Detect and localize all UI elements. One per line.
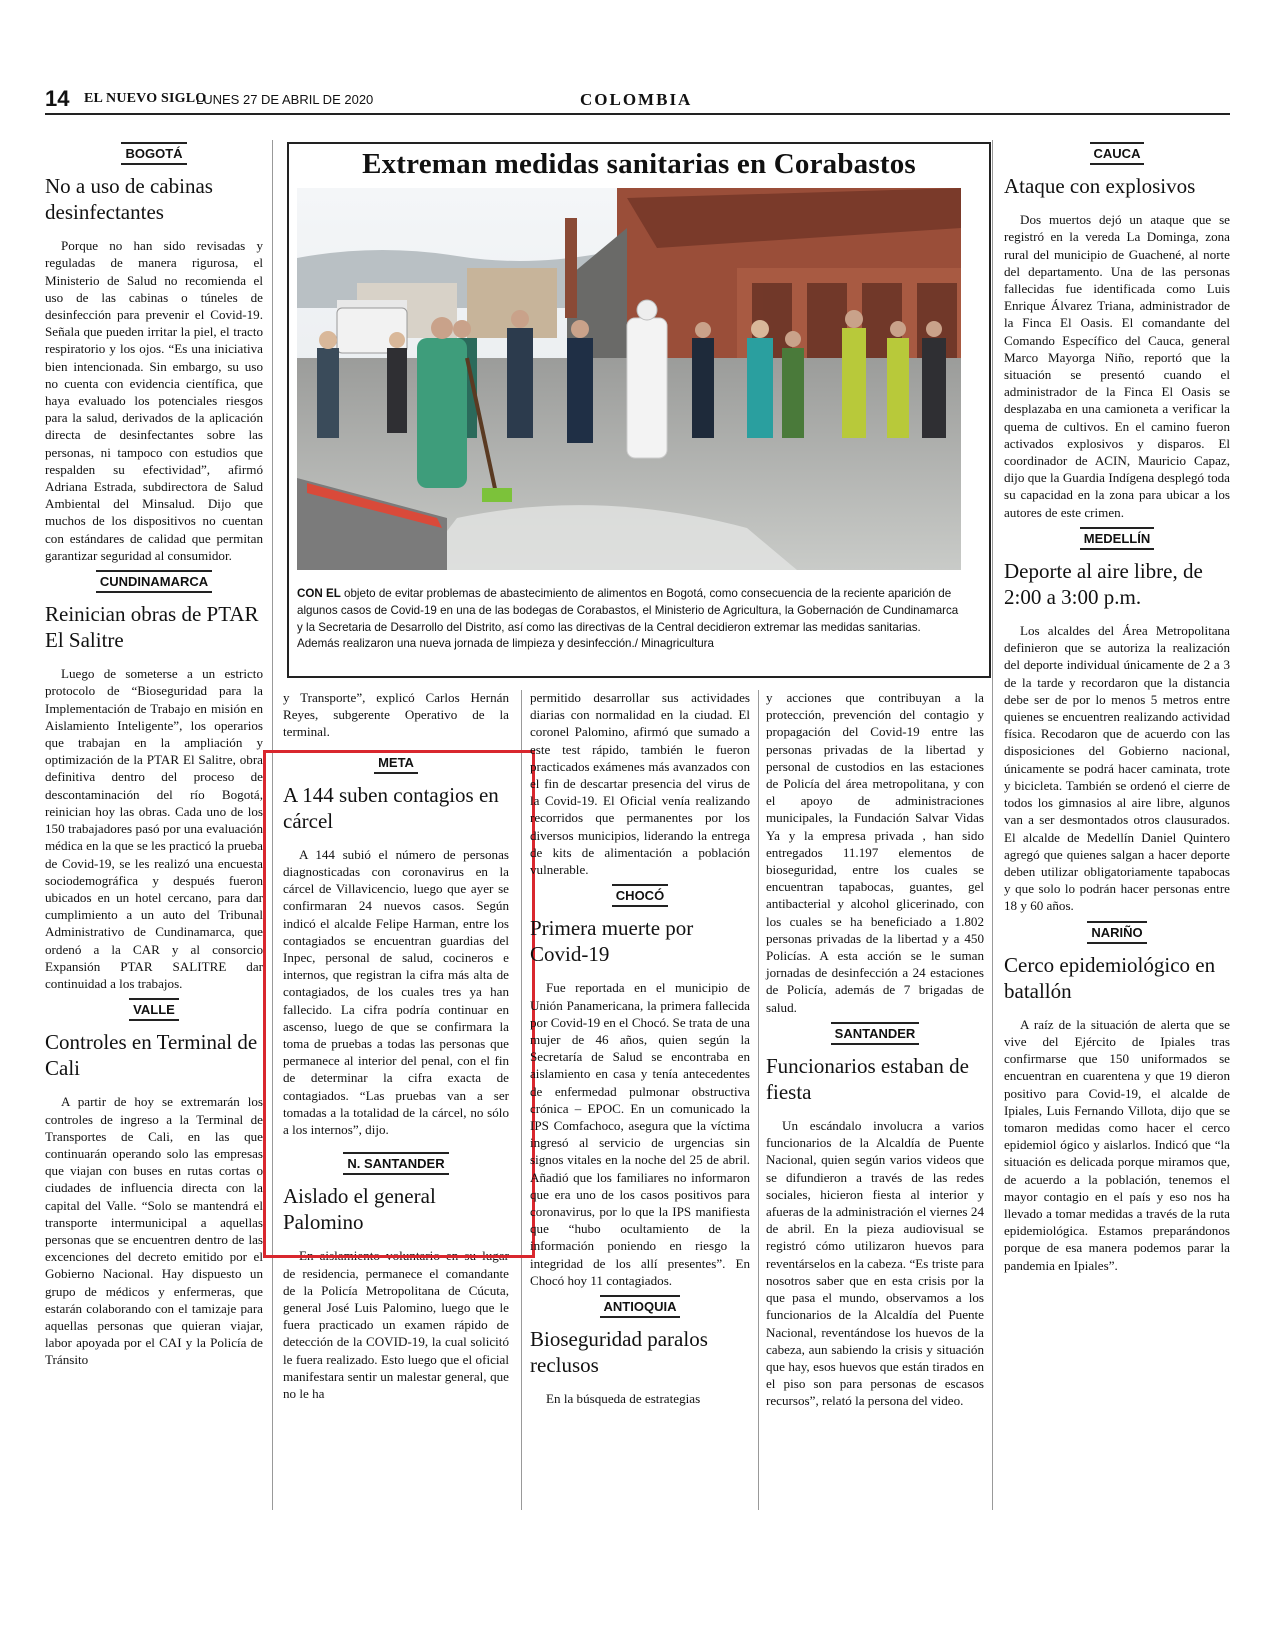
newspaper-name: EL NUEVO SIGLO [84, 91, 207, 106]
market-scene-illustration [297, 188, 961, 570]
column-rule [992, 140, 993, 1510]
article-body: Los alcaldes del Área Metropolitana definieron que se autoriza la realización del deporte individual únicamente de 2 a 3 de la tarde y recordaron que la distancia debe ser de por lo menos 5 metros entre quienes se encuentren realizando actividad física. Recodaron que de acuerdo con las disposiciones del Gobierno nacional, únicamente se podrá hacer caminata, trote y bicicleta. También se ordenó el cierre de todos los gimnasios al aire libre, algunos van a ser desmontados otros clausurados. El alcalde de Medellín Daniel Quintero agregó que quienes salgan a hacer deporte deben utilizar obligatoriamente tapabocas y que solo lo podrán hacer personas entre 18 y 60 años. [1004, 623, 1230, 914]
article-santander [766, 1022, 984, 1410]
column-right [1004, 136, 1230, 1274]
region-tag: CHOCÓ [612, 884, 668, 907]
headline: Primera muerte por Covid-19 [530, 916, 694, 967]
headline: Bioseguridad paralos reclusos [530, 1327, 708, 1378]
article-body: Un escándalo involucra a varios funcionarios de la Alcaldía de Puente Nacional, quien según varios videos que se difundieron a través de las redes sociales, hicieron fiesta al interior y afueras de la administración el viernes 24 de abril. En la pieza audiovisual se registró cómo utilizaron huevos para reventárselos en la cabeza. “Es triste para nosotros saber que en esta crisis por la que pasa el mundo, observamos a los funcionarios de la Alcaldía del Puente Nacional, reventándose los huevos de la cabeza, aun sabiendo la crisis y situación que hay, esos huevos que están tirados en el piso son para personas de escasos recursos”, relató la persona del video. [766, 1118, 984, 1409]
article-body: Dos muertos dejó un ataque que se registró en la vereda La Dominga, zona rural del municipio de Guachené, al norte del departamento. Una de las personas fallecidas fue identificada como Luis Enrique Álvarez Triana, administrador de la Finca El Oasis. El comandante del Comando Específico del Cauca, general Marco Mayorga Niño, reportó que la situación se presentó cuando el administrador de la Finca El Oasis se desplazaba en una camioneta a verificar la quema de cultivos. En el camino fueron activados explosivos y disparos. El coordinador de ACIN, Mauricio Capaz, dijo que la Guardia Indígena desplegó toda su capacidad en la zona para ubicar a los autores de este crimen. [1004, 212, 1230, 520]
headline: Reinician obras de PTAR El Salitre [45, 602, 259, 653]
continued-text: permitido desarrollar sus actividades diarias con normalidad en la ciudad. El coronel Palomino, afirmó que sumado a este test rápido, también le fueron practicados exámenes más avanzados con el fin de descartar presencia del virus de la Covid-19. El Oficial venía realizando recorridos que permanentes por los diversos municipios, liderando la entrega de kits de alimentación a población vulnerable. [530, 690, 750, 878]
issue-date: LUNES 27 DE ABRIL DE 2020 [196, 92, 374, 107]
column-left [45, 136, 263, 1369]
article-medellin [1004, 527, 1230, 915]
caption-text: objeto de evitar problemas de abastecimiento de alimentos en Bogotá, como consecuencia de la reciente aparición de algunos casos de Covid-19 en una de las bodegas de Corabastos, el Ministerio de Agricultura, la Gobernación de Cundinamarca y la Secretaria de Desarrollo del Distrito, así como las directivas de la Central decidieron extremar las medidas sanitarias. Además realizaron una nueva jornada de limpieza y desinfección./ Minagricultura [297, 587, 959, 651]
headline: Aislado el general Palomino [283, 1184, 436, 1235]
article-body: Luego de someterse a un estricto protocolo de “Bioseguridad para la Implementación de Trabajo en misión en Aislamiento Inteligente”, los operarios que trabajan en la ampliación y optimización de la PTAR El Salitre, obra definitiva dentro del proceso de descontaminación del río Bogotá, reinician hoy las obras. Cada uno de los 150 trabajadores pasó por una evaluación médica en la que se les practicó la prueba de Covid-19, se les realizó una encuesta sociodemográfica y después fueron ubicados en un hotel cercano, para dar cumplimiento a un auto del Tribunal Administrativo de Cundinamarca, que ordenó a la CAR y al consorcio Expansión PTAR SALITRE dar continuidad a los trabajos. [45, 666, 263, 991]
article-body: En aislamiento voluntario en su lugar de residencia, permanece el comandante de la Policía Metropolitana de Cúcuta, general José Luis Palomino, luego que le fuera practicado un examen rápido de detección de la COVID-19, la cual solicitó le fuera realizado. Esto luego que el oficial manifestara sentir un malestar general, que no le ha [283, 1248, 509, 1402]
highlight-box [263, 750, 535, 1258]
region-tag: BOGOTÁ [121, 142, 186, 165]
article-bogota [45, 142, 263, 564]
continued-text: y acciones que contribuyan a la protección, prevención del contagio y propagación del Covid-19 entre las personas privadas de la libertad y personal de custodios en las estaciones de Policía del área metropolitana, y con el apoyo de administraciones municipales, la Fundación Salvar Vidas Ya y la empresa privada , han sido entregados 11.197 elementos de bioseguridad, entre los cuales se encuentran tapabocas, guantes, gel antibacterial y alcohol glicerinado, con los cuales se ha beneficiado a 1.802 personas privadas de la libertad y a 450 Policías. A esta acción se le suman jornadas de desinfección a 24 estaciones de Policía, además de 7 brigadas de salud. [766, 690, 984, 1015]
region-tag: CUNDINAMARCA [96, 570, 212, 593]
article-body: Porque no han sido revisadas y reguladas de manera rigurosa, el Ministerio de Salud no recomienda el uso de las cabinas o túneles de desinfección para prevenir el Covid-19. Señala que pueden irritar la piel, el tracto respiratorio y los ojos. “Es una iniciativa bien intencionada. Sin embargo, su uso no cuenta con evidencia científica, que haya evaluado los potenciales riesgos para la salud, derivados de la aplicación directa de desinfectantes sobre las personas, ni tampoco con estudios que respalden su efectividad”, afirmó Adriana Estrada, subdirectora de Salud Ambiental del Minsalud. Dijo que muchos de los dispositivos no cuentan con estándares de calidad que permitan garantizar seguridad al consumidor. [45, 238, 263, 563]
headline: Deporte al aire libre, de 2:00 a 3:00 p.m. [1004, 559, 1203, 610]
region-tag: MEDELLÍN [1080, 527, 1154, 550]
page-number: 14 [45, 86, 70, 111]
article-body: A raíz de la situación de alerta que se vive del Ejército de Ipiales tras confirmarse que 150 uniformados se encuentran en cuarentena y que 19 dieron positivo para Covid-19, el alcalde de Ipiales, Luis Fernando Villota, dijo que se tomaron medidas como hacer el cerco epidemiol ógico y aislarlos. Indicó que “la situación es delicada porque miramos que, de acuerdo a la población, tenemos el mayor contagio en el país y eso nos ha llevado a tomar medidas a través de la ruta epidemiológica. Estamos preparándonos porque de esa manera podemos parar la pandemia en Ipiales”. [1004, 1016, 1230, 1273]
column-3 [530, 689, 750, 1408]
region-tag: VALLE [129, 998, 179, 1021]
region-tag: N. SANTANDER [343, 1152, 448, 1175]
continued-text: y Transporte”, explicó Carlos Hernán Reyes, subgerente Operativo de la terminal. [283, 690, 509, 740]
caption-lead: CON EL [297, 587, 341, 600]
article-valle [45, 998, 263, 1368]
article-body: A 144 subió el número de personas diagnosticadas con coronavirus en la cárcel de Villavicencio, luego que ayer se confirmaran 24 nuevos casos. Según indicó el alcalde Felipe Harman, entre los contagiados se encuentran guardias del Inpec, personal de salud, cocineros e internos, que registran la cifra más alta de contagiados, de los cuales tres ya han fallecido. La cifra podría continuar en ascenso, luego de que se confirmara la toma de pruebas a todas las personas que permanece al interior del penal, con el fin de determinar la cifra exacta de contagiados. “Las pruebas van a ser tomadas a la totalidad de la cárcel, no sólo a los internos”, dijo. [283, 846, 509, 1138]
column-rule [758, 690, 759, 1510]
section-title: COLOMBIA [580, 90, 693, 109]
region-tag: NARIÑO [1087, 921, 1146, 944]
headline: Cerco epidemiológico en batallón [1004, 952, 1216, 1003]
photo-feature-title: Extreman medidas sanitarias en Corabastos [362, 148, 916, 180]
photo-caption [297, 586, 961, 653]
article-cauca [1004, 142, 1230, 521]
region-tag: CAUCA [1090, 142, 1145, 165]
article-body: Fue reportada en el municipio de Unión Panamericana, la primera fallecida por Covid-19 en el Chocó. Se trata de una mujer de 46 años, quien según la Secretaría de Salud se encontraba en aislamiento en casa y tenía antecedentes de enfermedad pulmonar obstructiva crónica – EPOC. En un comunicado la IPS Comfachoco, asegura que la víctima ingresó al servicio de urgencias sin signos vitales en la noche del 25 de abril. Añadió que los familiares no informaron que era uno de los casos positivos para coronavirus, por lo que la IPS manifiesta que “hubo ocultamiento de la información poniendo en riesgo la integridad de los allí presentes”. En Chocó hoy 11 contagiados. [530, 980, 750, 1288]
header-rule [45, 113, 1230, 115]
article-body: En la búsqueda de estrategias [546, 1391, 701, 1407]
region-tag: META [374, 751, 418, 774]
region-tag: ANTIOQUIA [600, 1295, 681, 1318]
article-choco [530, 884, 750, 1289]
headline: No a uso de cabinas desinfectantes [45, 174, 213, 225]
article-antioquia [530, 1295, 750, 1407]
column-4 [766, 689, 984, 1410]
headline: Funcionarios estaban de fiesta [766, 1054, 969, 1105]
photo-feature-box [287, 142, 991, 678]
headline: A 144 suben contagios en cárcel [283, 782, 499, 833]
headline: Controles en Terminal de Cali [45, 1030, 258, 1081]
article-cundinamarca [45, 570, 263, 992]
news-photo [297, 188, 961, 570]
headline: Ataque con explosivos [1004, 174, 1196, 199]
article-narino [1004, 921, 1230, 1274]
article-body: A partir de hoy se extremarán los controles de ingreso a la Terminal de Transportes de Cali, en las que continuarán operando solo las empresas que viajan con buses en rutas cortas o ciudades de influencia directa con la capital del Valle. “Solo se mantendrá el transporte intermunicipal a aquellas personas que se encuentren dentro de las excenciones del decreto emitido por el Gobierno Nacional. Hay dispuesto un grupo de médicos y enfermeras, que estarán colaborando con el tamizaje para aquellas personas que quieran viajar, labor apoyada por el CAI y la Policía de Tránsito [45, 1094, 263, 1368]
region-tag: SANTANDER [831, 1022, 920, 1045]
